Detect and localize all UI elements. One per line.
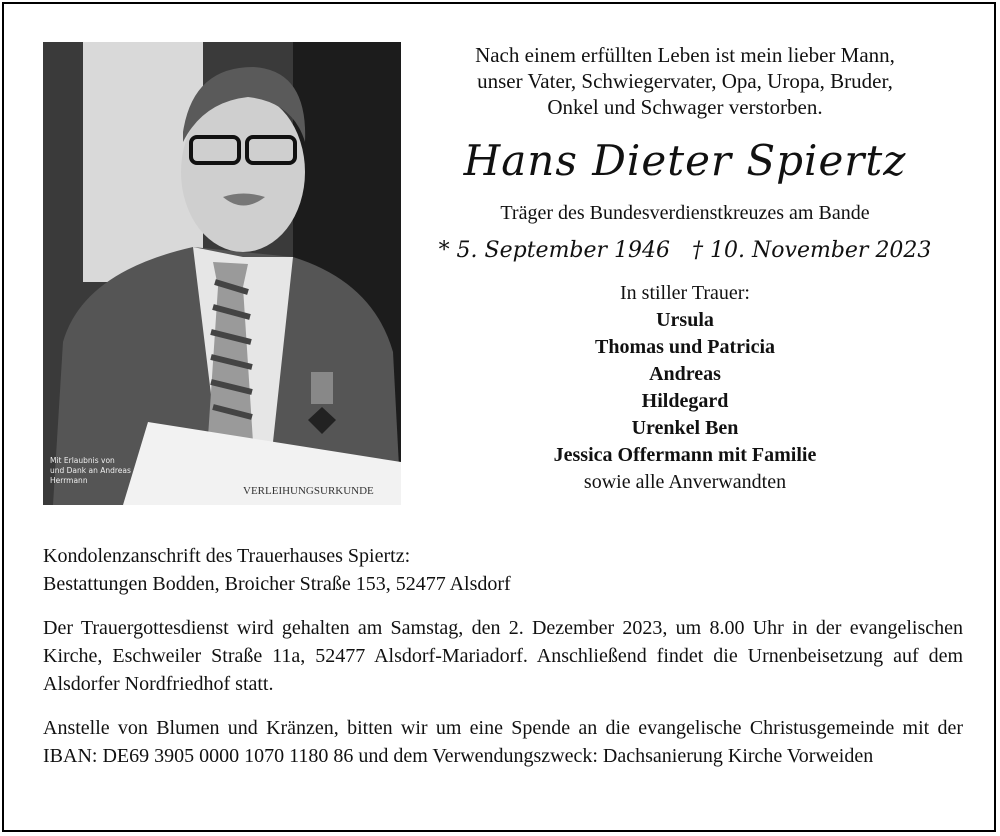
- mourner-name: Thomas und Patricia: [594, 336, 776, 358]
- mourner-name: Andreas: [649, 363, 721, 385]
- life-dates: [408, 236, 962, 266]
- mourners-closing: sowie alle Anverwandten: [583, 471, 787, 493]
- deceased-name: Hans Dieter Spiertz: [463, 136, 907, 185]
- mourners-heading: In stiller Trauer:: [620, 282, 750, 304]
- death-date: † 10. November 2023: [692, 238, 932, 263]
- photo-credit: Mit Erlaubnis von und Dank an Andreas Herrmann: [50, 456, 131, 485]
- certificate-text: VERLEIHUNGSURKUNDE: [243, 485, 374, 497]
- condolence-line-2: Bestattungen Bodden, Broicher Straße 153, 52477 Alsdorf: [43, 573, 511, 595]
- service-info: Der Trauergottesdienst wird gehalten am Samstag, den 2. Dezember 2023, um 8.00 Uhr in der evangelischen Kirche, Eschweiler Straße 11a, 52477 Alsdorf-Mariadorf. Anschließend findet die Urnenbeisetzung auf dem Alsdorfer Nordfriedhof statt.: [43, 617, 963, 695]
- header-column: [408, 42, 962, 496]
- mourner-name: Jessica Offermann mit Familie: [553, 444, 817, 466]
- condolence-line-1: Kondolenzanschrift des Trauerhauses Spiertz:: [43, 545, 411, 567]
- obituary-notice: [2, 2, 996, 832]
- donation-info: Anstelle von Blumen und Kränzen, bitten wir um eine Spende an die evangelische Christusgemeinde mit der IBAN: DE69 3905 0000 1070 1180 86 und dem Verwendungszweck: Dachsanierung Kirche Vorweiden: [43, 717, 963, 767]
- portrait-illustration: [43, 42, 401, 505]
- honor-line: Träger des Bundesverdienstkreuzes am Bande: [500, 202, 870, 224]
- mourner-name: Hildegard: [641, 390, 729, 412]
- mourner-name: Ursula: [656, 309, 714, 331]
- mourner-name: Urenkel Ben: [631, 417, 739, 439]
- condolence-address: [43, 542, 963, 598]
- birth-date: * 5. September 1946: [438, 238, 671, 263]
- portrait-photo: [43, 42, 401, 505]
- intro-text: Nach einem erfüllten Leben ist mein lieber Mann, unser Vater, Schwiegervater, Opa, Uropa, Bruder, Onkel und Schwager verstorben.: [475, 43, 895, 119]
- mourners-list: [408, 280, 962, 496]
